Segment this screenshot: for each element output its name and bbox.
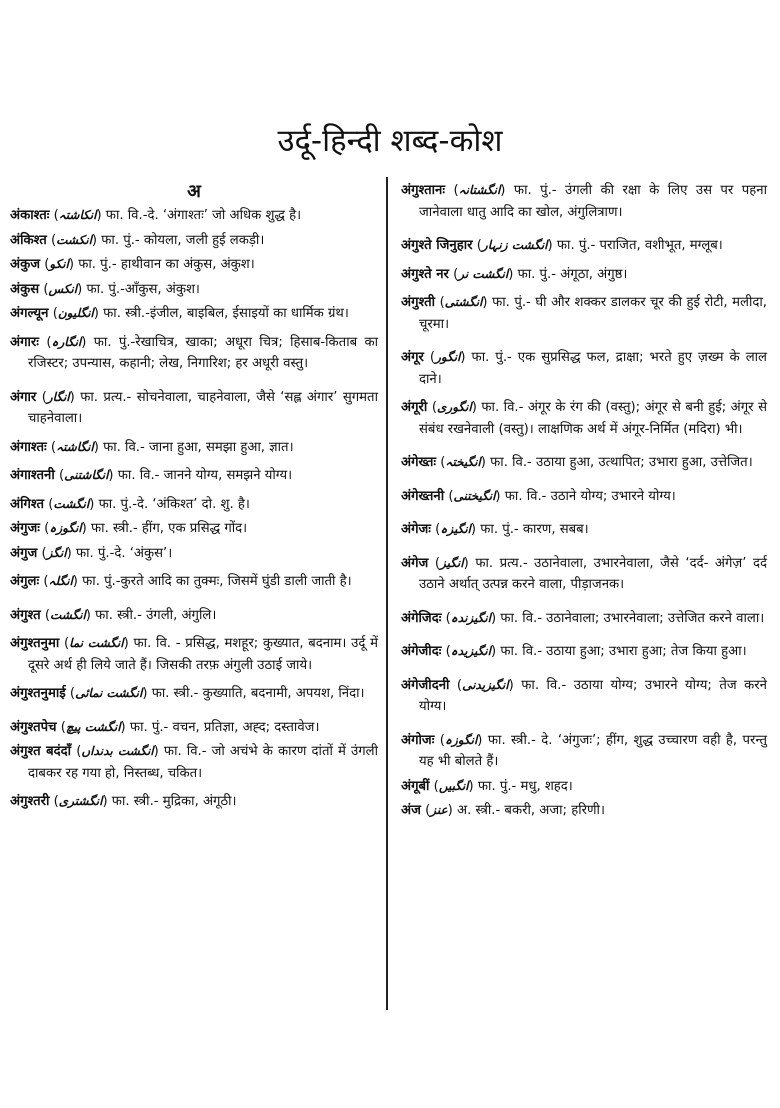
dictionary-entry — [10, 717, 378, 739]
section-letter-heading: अ — [187, 181, 201, 202]
dictionary-entry — [10, 230, 378, 252]
urdu-open-paren: ( — [439, 732, 445, 748]
urdu-spelling: انکاشتہ — [58, 208, 97, 222]
definition: फा. पुं.- पराजित, वशीभूत, मग्लूब। — [556, 238, 723, 253]
urdu-open-paren: ( — [52, 306, 58, 321]
urdu-spelling: انگوزہ — [444, 732, 478, 747]
headword: अंगाश्तः — [10, 439, 47, 455]
definition: फा. स्त्री.- हींग, एक प्रसिद्ध गोंद। — [91, 521, 248, 536]
definition: फा. वि.- उठाया हुआ; उभारा हुआ; तेज किया हुआ। — [500, 644, 747, 659]
urdu-close-paren: ) — [490, 644, 497, 659]
definition: फा. पुं.-दे. ‘अंकिश्त’ दो. शु. है। — [98, 496, 250, 512]
urdu-spelling: انگشت نر — [458, 266, 509, 281]
urdu-spelling: انگشت پیچ — [65, 719, 121, 734]
definition: फा. वि.- उठाने योग्य; उभारने योग्य। — [504, 488, 676, 504]
urdu-spelling: انگشت — [49, 607, 86, 622]
headword: अंगोजः — [401, 732, 435, 748]
headword: अंगुलः — [10, 574, 40, 589]
headword: अंगल्यून — [10, 306, 49, 321]
dictionary-entry — [10, 205, 378, 227]
urdu-close-paren: ) — [102, 794, 108, 809]
dictionary-entry — [10, 741, 378, 784]
headword: अंगुश्तपेच — [10, 719, 57, 735]
urdu-spelling: انگز — [46, 545, 67, 560]
urdu-spelling: انگشت — [53, 496, 90, 511]
dictionary-entry — [10, 571, 378, 593]
urdu-close-paren: ) — [66, 545, 72, 561]
urdu-close-paren: ) — [81, 334, 87, 350]
urdu-open-paren: ( — [58, 468, 65, 483]
headword: अंज — [401, 803, 421, 818]
urdu-close-paren: ) — [85, 607, 91, 623]
urdu-spelling: انگاشتنی — [64, 468, 109, 482]
urdu-close-paren: ) — [471, 400, 477, 415]
urdu-close-paren: ) — [468, 778, 474, 794]
dictionary-entry — [10, 633, 378, 676]
definition: फा. पुं.-कुरते आदि का तुक्मः, जिसमें घुंडी डाली जाती है। — [82, 574, 352, 589]
headword: अंगारः — [10, 334, 39, 350]
urdu-close-paren: ) — [547, 238, 553, 253]
dictionary-entry — [10, 605, 378, 627]
urdu-spelling: انگشت نما — [69, 636, 124, 650]
urdu-close-paren: ) — [93, 306, 99, 321]
dictionary-entry — [10, 437, 378, 459]
urdu-spelling: انگور — [435, 350, 461, 364]
urdu-close-paren: ) — [68, 257, 75, 272]
definition: फा. वि.- उठाया हुआ, उत्थापित; उभारा हुआ, उत्तेजित। — [490, 455, 753, 470]
urdu-close-paren: ) — [153, 744, 159, 759]
urdu-close-paren: ) — [77, 281, 83, 297]
headword: अंकाश्तः — [10, 208, 50, 223]
headword: अंकुस — [10, 281, 40, 297]
urdu-close-paren: ) — [482, 295, 488, 310]
urdu-close-paren: ) — [470, 522, 477, 537]
definition: अ. स्त्री.- बकरी, अजा; हरिणी। — [457, 803, 605, 818]
definition: फा. पुं.- हाथीवान का अंकुस, अंकुश। — [78, 257, 255, 272]
dictionary-entry — [10, 791, 378, 813]
urdu-open-paren: ( — [453, 183, 459, 198]
dictionary-entry — [401, 347, 767, 390]
definition: फा. प्रत्य.- उठानेवाला, उभारनेवाला, जैसे ‘दर्द- अंगेज़’ दर्द उठाने अर्थात् उत्पन्न करने वाला, पीड़ाजनक। — [419, 555, 767, 592]
urdu-open-paren: ( — [60, 719, 66, 735]
headword: अंगुश्ते नर — [401, 266, 449, 282]
definition: फा. पुं.- एक सुप्रसिद्ध फल, द्राक्षा; भरते हुए ज़ख्म के लाल दाने। — [419, 350, 767, 387]
urdu-open-paren: ( — [50, 439, 57, 455]
urdu-spelling: انگاشتہ — [56, 439, 94, 454]
urdu-close-paren: ) — [123, 636, 129, 651]
urdu-close-paren: ) — [477, 732, 483, 748]
urdu-close-paren: ) — [69, 389, 75, 405]
urdu-spelling: انگوری — [437, 400, 472, 414]
urdu-spelling: عنز — [430, 803, 448, 817]
headword: अंगुश्तरी — [10, 794, 50, 809]
urdu-open-paren: ( — [41, 389, 47, 405]
urdu-close-paren: ) — [120, 719, 126, 735]
definition: फा. वि.- जाना हुआ, समझा हुआ, ज्ञात। — [103, 439, 294, 455]
headword: अंगेजीदः — [401, 644, 442, 659]
definition: फा. वि.- जानने योग्य, समझने योग्य। — [117, 468, 293, 483]
dictionary-entry — [401, 519, 767, 541]
urdu-open-paren: ( — [76, 744, 82, 759]
urdu-close-paren: ) — [93, 439, 99, 455]
dictionary-entry — [401, 180, 767, 223]
definition: फा. स्त्री.- मुद्रिका, अंगूठी। — [111, 794, 237, 809]
definition: फा. पुं.- घी और शक्कर डालकर चूर की हुई रोटी, मलीदा, चूरमा। — [419, 295, 767, 332]
dictionary-entry — [10, 543, 378, 565]
urdu-close-paren: ) — [108, 468, 114, 483]
definition: फा. वि.- उठानेवाला; उभारनेवाला; उत्तेजित करने वाला। — [500, 610, 765, 626]
urdu-spelling: انگلہ — [48, 574, 73, 588]
headword: अंगाश्तनी — [10, 468, 55, 483]
headword: अंगूबीं — [401, 778, 430, 794]
urdu-spelling: انگارہ — [51, 334, 82, 349]
urdu-open-paren: ( — [44, 257, 50, 272]
urdu-open-paren: ( — [50, 232, 57, 248]
dictionary-entry — [10, 387, 378, 430]
dictionary-entry — [10, 465, 378, 487]
definition: फा. प्रत्य.- सोचनेवाला, चाहनेवाला, जैसे ‘सह्ल अंगार’ सुगमता चाहनेवाला। — [28, 389, 378, 426]
headword: अंगेख्तः — [401, 455, 437, 470]
urdu-spelling: انگیزیدنی — [462, 677, 509, 692]
urdu-open-paren: ( — [435, 522, 441, 537]
definition: फा. वि.- अंगूर के रंग की (वस्तु); अंगूर से बनी हुई; अंगूर से संबंध रखनेवाली (वस्तु)। लाक्षणिक अर्थ में अंगूर-निर्मित (मदिरा) भी। — [419, 400, 767, 437]
definition: फा. पुं.- कारण, सबब। — [480, 522, 589, 537]
urdu-spelling: انگیزندہ — [450, 610, 491, 625]
definition: फा. वि.- उठाया योग्य; उभारने योग्य; तेज करने योग्य। — [419, 677, 767, 714]
urdu-close-paren: ) — [508, 677, 514, 693]
definition: फा. पुं.- अंगूठा, अंगुष्ठ। — [517, 266, 628, 282]
urdu-spelling: انگیختہ — [445, 455, 481, 469]
urdu-close-paren: ) — [495, 488, 501, 504]
urdu-close-paren: ) — [460, 350, 466, 365]
urdu-open-paren: ( — [476, 238, 482, 253]
definition: फा. पुं.- मधु, शहद। — [477, 778, 573, 794]
headword: अंगुश्ते जिनुहार — [401, 238, 473, 253]
headword: अंगूर — [401, 350, 424, 365]
dictionary-entry — [401, 608, 767, 630]
dictionary-entry — [10, 303, 378, 325]
definition: फा. पुं.- कोयला, जली हुई लकड़ी। — [101, 232, 265, 248]
urdu-close-paren: ) — [447, 803, 453, 818]
headword: अंकिश्त — [10, 232, 47, 248]
urdu-spelling: انگیزہ — [440, 522, 471, 536]
dictionary-entry — [401, 452, 767, 474]
urdu-spelling: انگبیں — [438, 778, 469, 793]
urdu-close-paren: ) — [480, 455, 486, 470]
dictionary-entry — [401, 397, 767, 440]
headword: अंगेख्तनी — [401, 488, 445, 504]
headword: अंगेजः — [401, 522, 431, 537]
urdu-open-paren: ( — [43, 281, 49, 297]
dictionary-entry — [401, 264, 767, 286]
page-title: उर्दू-हिन्दी शब्द-कोश — [277, 122, 503, 159]
definition: फा. पुं.- उंगली की रक्षा के लिए उस पर पहना जानेवाला धातु आदि का खोल, अंगुलित्राण। — [419, 183, 767, 220]
dictionary-entry — [10, 279, 378, 301]
urdu-open-paren: ( — [445, 644, 451, 659]
definition: फा. स्त्री.- उंगली, अंगुलि। — [95, 607, 217, 623]
urdu-spelling: انکشت — [56, 232, 92, 247]
urdu-open-paren: ( — [445, 610, 451, 626]
urdu-close-paren: ) — [142, 686, 148, 701]
headword: अंगुश्त बदंदाँ — [10, 744, 72, 759]
definition: फा. पुं.-आँकुस, अंकुश। — [86, 281, 200, 297]
urdu-spelling: انگشت نمائی — [75, 686, 143, 700]
headword: अंगेज — [401, 555, 429, 571]
dictionary-entry — [401, 800, 767, 822]
urdu-spelling: انگوزہ — [49, 521, 82, 535]
urdu-spelling: انگیزیدہ — [450, 644, 491, 658]
dictionary-entry — [10, 683, 378, 705]
dictionary-entry — [401, 292, 767, 335]
dictionary-entry — [10, 494, 378, 516]
dictionary-entry — [401, 553, 767, 596]
definition: फा. स्त्री.- दे. ‘अंगुजः’; हींग, शुद्ध उच्चारण वही है, परन्तु यह भी बोलते हैं। — [419, 732, 767, 769]
urdu-open-paren: ( — [44, 521, 50, 536]
urdu-spelling: انکو — [49, 257, 69, 271]
definition: फा. वि.- जो अचंभे के कारण दांतों में उंगली दाबकर रह गया हो, निस्तब्ध, चकित। — [28, 744, 378, 781]
urdu-spelling: انگشتری — [58, 794, 103, 808]
left-column — [10, 178, 378, 820]
urdu-spelling: انگار — [46, 389, 70, 404]
urdu-open-paren: ( — [431, 400, 437, 415]
urdu-open-paren: ( — [53, 794, 59, 809]
urdu-open-paren: ( — [46, 334, 52, 350]
dictionary-entry — [10, 518, 378, 540]
urdu-spelling: انگشتی — [444, 295, 483, 309]
urdu-spelling: انگشتانہ — [458, 183, 501, 197]
definition: फा. स्त्री.-इंजील, बाइबिल, ईसाइयों का धार्मिक ग्रंथ। — [103, 306, 349, 321]
definition: फा. वि.-दे. ‘अंगाश्तः’ जो अधिक शुद्ध है। — [105, 208, 302, 223]
definition: फा. पुं.-रेखाचित्र, खाका; अधूरा चित्र; हिसाब-किताब का रजिस्टर; उपन्यास, कहानी; लेख, निगारिश; हर अधूरी वस्तु। — [28, 334, 378, 371]
urdu-close-paren: ) — [463, 555, 469, 571]
right-entries — [401, 180, 767, 822]
urdu-open-paren: ( — [48, 496, 54, 512]
urdu-open-paren: ( — [440, 455, 446, 470]
headword: अंकुज — [10, 257, 40, 272]
headword: अंगुश्तानः — [401, 183, 446, 198]
urdu-spelling: انگشت بدنداں — [81, 744, 154, 758]
urdu-close-paren: ) — [89, 496, 95, 512]
urdu-open-paren: ( — [41, 545, 47, 561]
headword: अंगुश्ती — [401, 295, 436, 310]
urdu-close-paren: ) — [508, 266, 514, 282]
dictionary-entry — [10, 332, 378, 375]
definition: फा. वि. - प्रसिद्ध, मशहूर; कुख्यात, बदनाम। उर्दू में दूसरे अर्थ ही लिये जाते हैं। जिसकी तरफ़ अंगुली उठाई जाये। — [28, 636, 379, 673]
right-column — [401, 180, 767, 829]
urdu-spelling: انگیز — [440, 555, 464, 570]
urdu-open-paren: ( — [69, 686, 76, 701]
headword: अंगुश्त — [10, 607, 41, 623]
urdu-spelling: انگلیون — [57, 306, 94, 320]
headword: अंगुश्तनुमाई — [10, 686, 66, 701]
urdu-close-paren: ) — [490, 610, 497, 626]
urdu-open-paren: ( — [43, 574, 49, 589]
dictionary-entry — [10, 254, 378, 276]
headword: अंगुज — [10, 545, 38, 561]
definition: फा. स्त्री.- कुख्याति, बदनामी, अपयश, निंदा। — [151, 686, 365, 701]
definition: फा. पुं.-दे. ‘अंकुस’। — [75, 545, 173, 561]
urdu-spelling: انگشت زنہار — [481, 238, 548, 252]
dictionary-entry — [401, 776, 767, 798]
dictionary-entry — [401, 675, 767, 718]
definition: फा. पुं.- वचन, प्रतिज्ञा, अह्द; दस्तावेज। — [129, 719, 320, 735]
urdu-close-paren: ) — [72, 574, 78, 589]
urdu-open-paren: ( — [425, 803, 431, 818]
headword: अंगुजः — [10, 521, 40, 536]
dictionary-entry — [401, 641, 767, 663]
urdu-open-paren: ( — [434, 555, 441, 571]
headword: अंगुश्तनुमा — [10, 636, 60, 651]
urdu-spelling: انکس — [48, 281, 78, 296]
headword: अंगेजीदनी — [401, 677, 450, 693]
urdu-open-paren: ( — [448, 488, 454, 504]
urdu-open-paren: ( — [456, 677, 463, 693]
urdu-open-paren: ( — [453, 266, 459, 282]
headword: अंगिश्त — [10, 496, 45, 512]
urdu-close-paren: ) — [91, 232, 98, 248]
urdu-open-paren: ( — [53, 208, 59, 223]
left-entries — [10, 205, 378, 813]
urdu-open-paren: ( — [44, 607, 50, 623]
dictionary-entry — [401, 235, 767, 257]
headword: अंगूरी — [401, 400, 428, 415]
dictionary-entry — [401, 486, 767, 508]
urdu-close-paren: ) — [500, 183, 506, 198]
headword: अंगेजिदः — [401, 610, 442, 626]
urdu-open-paren: ( — [429, 350, 436, 365]
headword: अंगार — [10, 389, 37, 405]
column-divider — [386, 177, 388, 1010]
dictionary-entry — [401, 730, 767, 773]
urdu-open-paren: ( — [64, 636, 70, 651]
urdu-close-paren: ) — [96, 208, 102, 223]
urdu-open-paren: ( — [439, 295, 445, 310]
urdu-open-paren: ( — [433, 778, 439, 794]
urdu-spelling: انگیختنی — [453, 488, 496, 503]
urdu-close-paren: ) — [81, 521, 87, 536]
